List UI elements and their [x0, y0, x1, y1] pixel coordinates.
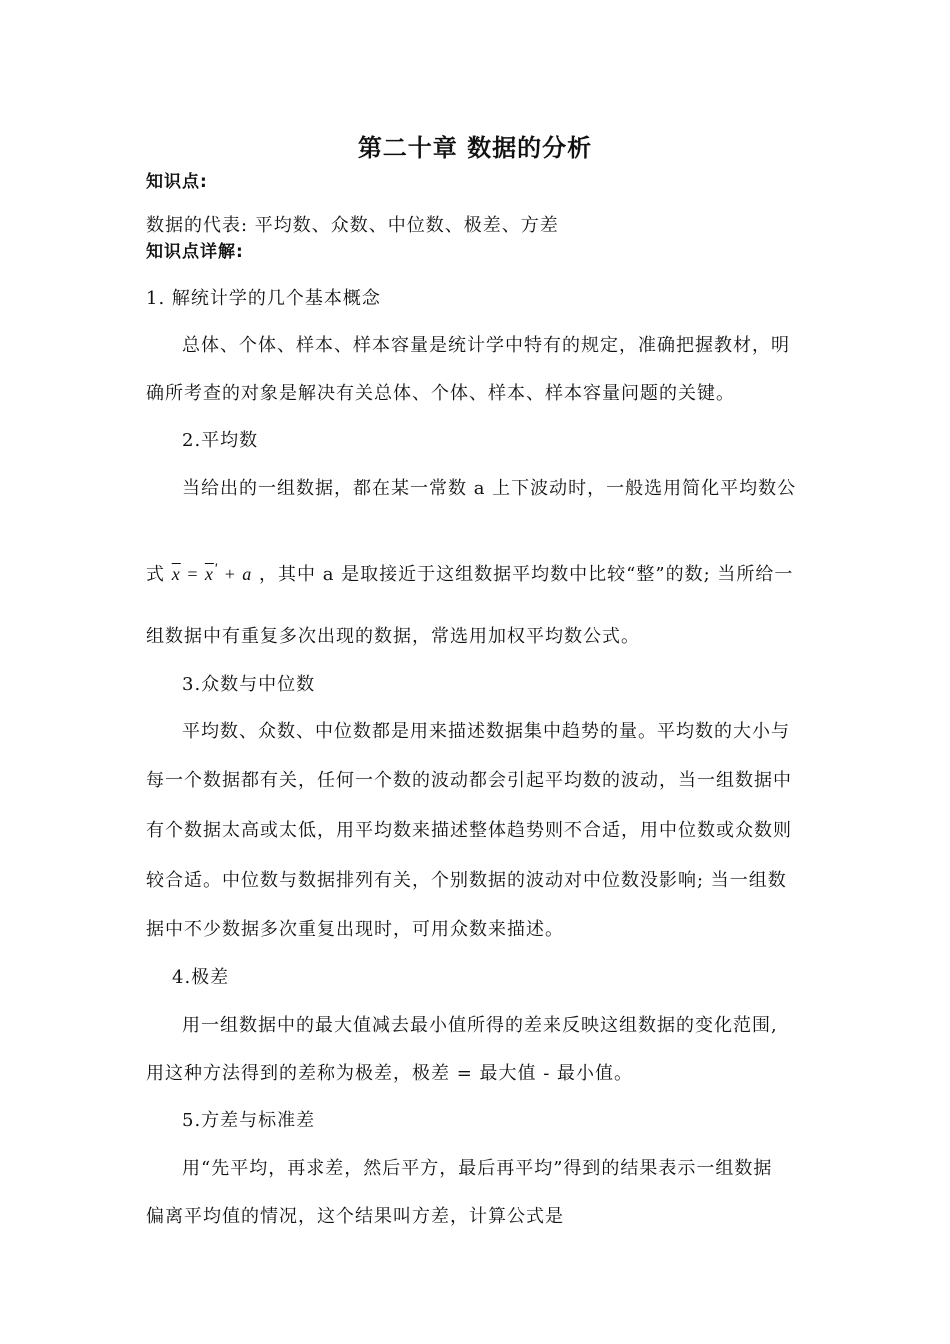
section-3-para-line-1: 平均数、众数、中位数都是用来描述数据集中趋势的量。平均数的大小与 — [182, 721, 790, 742]
section-3-para-line-3: 有个数据太高或太低，用平均数来描述整体趋势则不合适，用中位数或众数则 — [146, 820, 792, 841]
section-5-para-line-2: 偏离平均值的情况，这个结果叫方差，计算公式是 — [146, 1206, 564, 1227]
details-heading: 知识点详解: — [146, 242, 244, 262]
section-2-para-line-3: 组数据中有重复多次出现的数据，常选用加权平均数公式。 — [146, 626, 640, 647]
section-2-heading: 2.平均数 — [182, 430, 259, 451]
formula-plus: + — [218, 564, 243, 584]
section-3-para-line-4: 较合适。中位数与数据排列有关，个别数据的波动对中位数没影响; 当一组数 — [146, 870, 787, 891]
formula-prime: ' — [213, 561, 219, 577]
section-1-para-line-2: 确所考查的对象是解决有关总体、个体、样本、样本容量问题的关键。 — [146, 383, 735, 404]
section-3-para-line-5: 据中不少数据多次重复出现时，可用众数来描述。 — [146, 919, 564, 940]
section-2-para-line-1: 当给出的一组数据，都在某一常数 a 上下波动时，一般选用简化平均数公 — [182, 478, 797, 499]
section-2-para-line-2 — [146, 557, 793, 587]
knowledge-heading: 知识点: — [146, 172, 208, 192]
formula-eq: = — [180, 564, 205, 584]
section-4-heading: 4.极差 — [172, 967, 230, 988]
section-5-heading: 5.方差与标准差 — [182, 1110, 316, 1131]
chapter-title: 第二十章 数据的分析 — [357, 133, 593, 162]
section-1-para-line-1: 总体、个体、样本、样本容量是统计学中特有的规定，准确把握教材，明 — [182, 335, 790, 356]
section-4-para-line-1: 用一组数据中的最大值减去最小值所得的差来反映这组数据的变化范围, — [182, 1015, 778, 1036]
section-5-para-line-1: 用“先平均，再求差，然后平方，最后再平均”得到的结果表示一组数据 — [182, 1158, 773, 1179]
formula-suffix: ，其中 a 是取接近于这组数据平均数中比较“整”的数; 当所给一 — [259, 564, 794, 585]
formula-prefix: 式 — [146, 564, 165, 585]
formula-rhs: $\overline{x}$ — [204, 564, 214, 584]
formula-lhs: $\overline{x}$ — [171, 564, 181, 584]
section-3-heading: 3.众数与中位数 — [182, 674, 316, 695]
formula-a: a — [242, 564, 253, 584]
section-1-heading: 1. 解统计学的几个基本概念 — [146, 288, 381, 309]
section-4-para-line-2: 用这种方法得到的差称为极差，极差 = 最大值 - 最小值。 — [146, 1063, 634, 1084]
representatives-line: 数据的代表: 平均数、众数、中位数、极差、方差 — [146, 215, 559, 236]
section-3-para-line-2: 每一个数据都有关，任何一个数的波动都会引起平均数的波动，当一组数据中 — [146, 770, 792, 791]
simplified-mean-formula — [172, 557, 253, 586]
